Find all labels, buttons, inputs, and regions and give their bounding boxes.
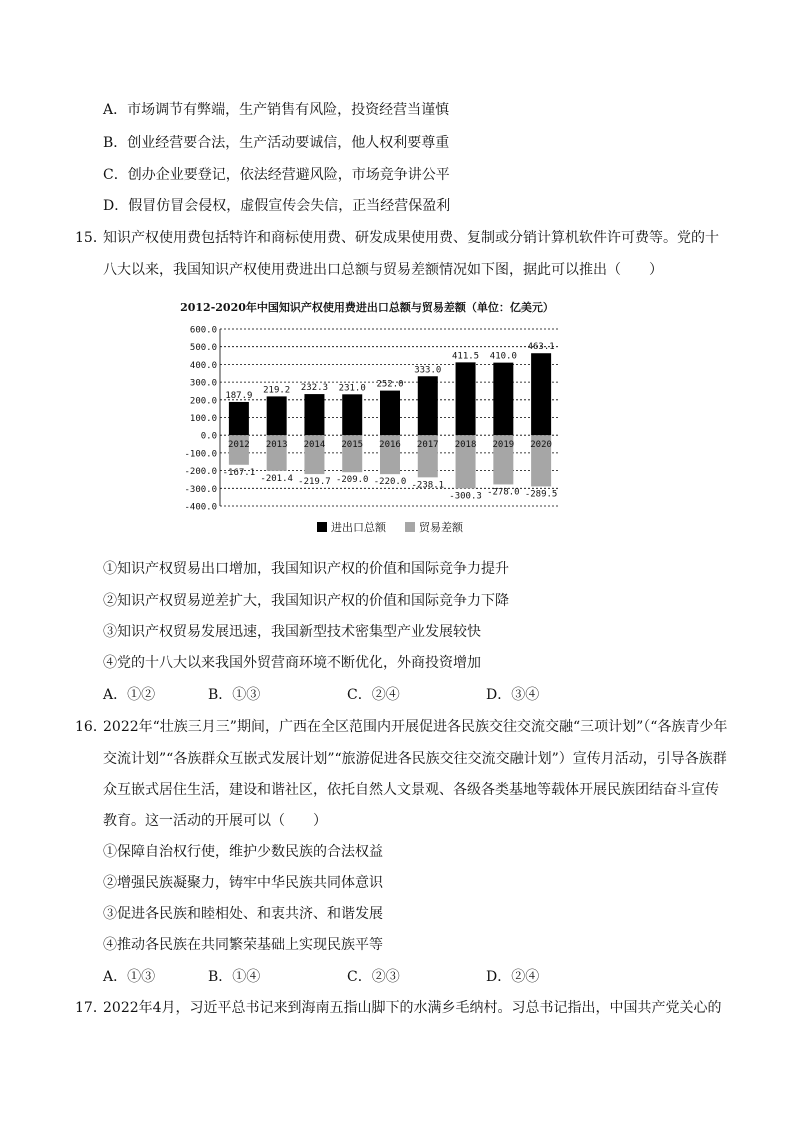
q14-option-a: A．市场调节有弊端，生产销售有风险，投资经营当谨慎: [103, 102, 450, 118]
x-tick-label: 2012: [228, 440, 250, 451]
data-label-total: 333.0: [414, 365, 442, 376]
trade-chart: [170, 295, 570, 545]
legend-label-total: 进出口总额: [331, 521, 386, 534]
y-tick-label: 300.0: [189, 378, 217, 389]
bar-total-2017: [418, 376, 438, 435]
data-label-total: 231.0: [338, 383, 366, 394]
x-tick-label: 2013: [265, 440, 288, 451]
data-label-total: 219.2: [263, 385, 291, 396]
y-tick-label: -300.0: [184, 484, 217, 495]
data-label-total: 252.0: [376, 379, 404, 390]
y-tick-label: -100.0: [184, 449, 217, 460]
q14-option-d: D．假冒仿冒会侵权，虚假宣传会失信，正当经营保盈利: [103, 198, 451, 214]
q16-answer-a: A．①③: [103, 969, 156, 985]
y-tick-label: -400.0: [184, 502, 217, 513]
data-label-balance: -300.3: [449, 491, 482, 502]
x-tick-label: 2018: [454, 440, 477, 451]
q16-stem-line-1: 2022年“壮族三月三”期间，广西在全区范围内开展促进各民族交往交流交融“三项计划”（“各族青少年: [103, 719, 728, 735]
x-tick-label: 2014: [303, 440, 326, 451]
q16-statement-1: ①保障自治权行使，维护少数民族的合法权益: [103, 844, 383, 860]
data-label-balance: -289.5: [524, 489, 558, 500]
q15-statement-3: ③知识产权贸易发展迅速，我国新型技术密集型产业发展较快: [103, 624, 481, 640]
legend-label-balance: 贸易差额: [419, 521, 463, 534]
x-tick-label: 2019: [492, 440, 515, 451]
data-label-total: 463.1: [527, 342, 555, 353]
legend-swatch-total: [317, 522, 327, 532]
q16-answer-b: B．①④: [208, 969, 261, 985]
q15-answer-c: C．②④: [347, 687, 400, 703]
q15-answer-row: [103, 685, 743, 705]
y-tick-label: 0.0: [200, 431, 217, 442]
q15-statement-2: ②知识产权贸易逆差扩大，我国知识产权的价值和国际竞争力下降: [103, 593, 509, 609]
y-tick-label: -200.0: [184, 467, 217, 478]
data-label-balance: -209.0: [335, 475, 369, 486]
y-tick-label: 400.0: [189, 360, 217, 371]
q15-stem-line-2: 八大以来，我国知识产权使用费进出口总额与贸易差额情况如下图，据此可以推出（ ）: [103, 262, 663, 278]
q16-statement-3: ③促进各民族和睦相处、和衷共济、和谐发展: [103, 906, 383, 922]
bar-total-2012: [229, 402, 249, 435]
y-tick-label: 100.0: [189, 414, 217, 424]
y-tick-label: 200.0: [189, 396, 217, 407]
data-label-total: 232.3: [300, 383, 328, 394]
legend-swatch-balance: [405, 522, 415, 532]
data-label-balance: -167.1: [222, 467, 256, 478]
q16-answer-d: D．②④: [486, 969, 540, 985]
x-tick-label: 2015: [341, 440, 364, 451]
q15-answer-b: B．①③: [208, 687, 261, 703]
bar-total-2013: [267, 396, 287, 435]
data-label-balance: -238.1: [411, 480, 445, 491]
q15-answer-a: A．①②: [103, 687, 156, 703]
chart-title: 2012-2020年中国知识产权使用费进出口总额与贸易差额（单位：亿美元）: [180, 301, 554, 314]
q14-option-c: C．创办企业要登记，依法经营避风险，市场竞争讲公平: [103, 167, 450, 183]
q16-stem-line-3: 众互嵌式居住生活，建设和谐社区，依托自然人文景观、各级各类基地等载体开展民族团结奋斗宣传: [103, 782, 719, 798]
bar-total-2020: [531, 353, 551, 435]
q16-answer-c: C．②③: [347, 969, 400, 985]
bar-total-2019: [493, 363, 513, 436]
q15-stem-line-1: 知识产权使用费包括特许和商标使用费、研发成果使用费、复制或分销计算机软件许可费等。党的十: [103, 230, 719, 246]
bar-total-2018: [456, 362, 476, 435]
q15-answer-d: D．③④: [486, 687, 540, 703]
q16-statement-4: ④推动各民族在共同繁荣基础上实现民族平等: [103, 937, 383, 953]
data-label-total: 411.5: [452, 351, 480, 362]
data-label-total: 410.0: [489, 351, 517, 362]
data-label-balance: -201.4: [260, 473, 293, 484]
q16-statement-2: ②增强民族凝聚力，铸牢中华民族共同体意识: [103, 875, 383, 891]
bar-total-2014: [304, 394, 324, 435]
y-tick-label: 600.0: [189, 325, 217, 336]
data-label-balance: -278.0: [487, 487, 520, 498]
y-tick-label: 500.0: [189, 343, 217, 354]
data-label-balance: -219.7: [298, 477, 331, 488]
q15-statement-4: ④党的十八大以来我国外贸营商环境不断优化，外商投资增加: [103, 655, 481, 671]
q17-number: 17．: [75, 1000, 107, 1016]
q14-option-b: B．创业经营要合法，生产活动要诚信，他人权利要尊重: [103, 135, 450, 151]
bar-total-2016: [380, 391, 400, 436]
q15-statement-1: ①知识产权贸易出口增加，我国知识产权的价值和国际竞争力提升: [103, 561, 509, 577]
q16-stem-line-2: 交流计划”“各族群众互嵌式发展计划”“旅游促进各民族交往交流交融计划”）宣传月活动，引导各族群: [103, 751, 727, 767]
q16-number: 16．: [75, 719, 107, 735]
x-tick-label: 2017: [416, 440, 439, 451]
bar-total-2015: [342, 394, 362, 435]
q17-stem-line-1: 2022年4月，习近平总书记来到海南五指山脚下的水满乡毛纳村。习总书记指出，中国共产党关心的: [103, 1000, 722, 1016]
x-tick-label: 2016: [379, 440, 401, 451]
data-label-total: 187.9: [225, 390, 253, 401]
data-label-balance: -220.0: [373, 477, 407, 488]
trade-chart-svg: [170, 295, 570, 545]
q16-answer-row: [103, 967, 743, 987]
q15-number: 15．: [75, 230, 107, 246]
x-tick-label: 2020: [530, 440, 552, 451]
q16-stem-line-4: 教育。这一活动的开展可以（ ）: [103, 813, 327, 829]
